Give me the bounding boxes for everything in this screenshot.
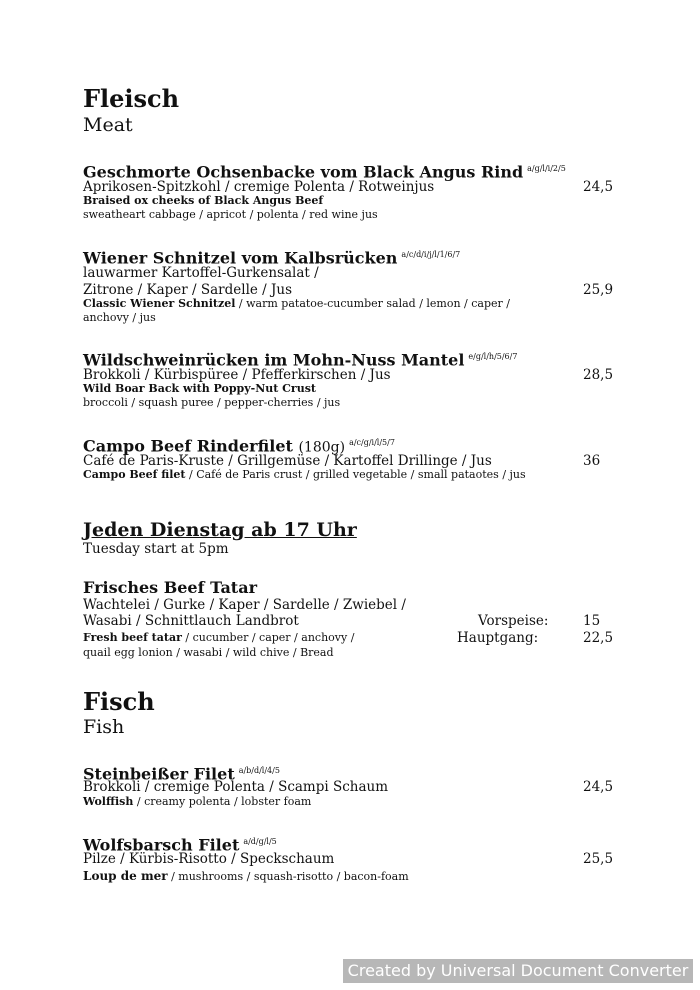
allergen-codes: a/d/g/l/5	[243, 837, 277, 846]
dish-description-en: sweatheart cabbage / apricot / polenta / red wine jus	[83, 208, 378, 221]
watermark-banner: Created by Universal Document Converter	[343, 959, 693, 983]
dish-description-en: anchovy / jus	[83, 311, 156, 324]
starter-label: Vorspeise:	[478, 613, 549, 629]
dish-description-de: Brokkoli / Kürbispüree / Pfefferkirschen / Jus	[83, 367, 391, 383]
dish-price: 25,9	[583, 282, 614, 298]
starter-price: 15	[583, 613, 601, 629]
dish-description-en: Wolffish / creamy polenta / lobster foam	[83, 795, 312, 808]
dish-name: Frisches Beef Tatar	[83, 578, 257, 597]
dish-description-de: Wachtelei / Gurke / Kaper / Sardelle / Zwiebel /	[83, 597, 406, 613]
section-title-meat: Fleisch	[83, 84, 180, 113]
allergen-codes: e/g/l/h/5/6/7	[468, 352, 518, 361]
section-title-fish: Fisch	[83, 687, 155, 716]
allergen-codes: a/c/g/i/l/5/7	[349, 438, 395, 447]
dish-description-de: Wasabi / Schnittlauch Landbrot	[83, 613, 299, 629]
dish-description-en: broccoli / squash puree / pepper-cherries / jus	[83, 396, 341, 409]
dish-price: 28,5	[583, 367, 614, 383]
dish-description-de: Café de Paris-Kruste / Grillgemüse / Kartoffel Drillinge / Jus	[83, 453, 492, 469]
dish-price: 36	[583, 453, 601, 469]
section-subtitle-fish: Fish	[83, 716, 125, 738]
main-course-label: Hauptgang:	[457, 630, 539, 646]
dish-name: Wildschweinrücken im Mohn-Nuss Mantel $^{e/g/l/h/5/6/7}$	[83, 350, 518, 370]
dish-name: Campo Beef Rinderfilet (180g) $^{a/c/g/i/l/5/7}$	[83, 436, 395, 456]
section-subtitle-meat: Meat	[83, 114, 133, 136]
allergen-codes: a/g/l/i/2/5	[527, 164, 566, 173]
dish-name: Steinbeißer Filet $^{a/b/d/l/4/5}$	[83, 764, 280, 784]
allergen-codes: a/b/d/l/4/5	[238, 766, 280, 775]
dish-price: 24,5	[583, 779, 614, 795]
dish-description-de: lauwarmer Kartoffel-Gurkensalat /	[83, 265, 319, 281]
dish-description-de: Zitrone / Kaper / Sardelle / Jus	[83, 282, 293, 298]
dish-name: Geschmorte Ochsenbacke vom Black Angus Rind $^{a/g/l/i/2/5}$	[83, 162, 566, 182]
section-title-tuesday: Jeden Dienstag ab 17 Uhr	[83, 519, 357, 541]
main-course-price: 22,5	[583, 630, 614, 646]
dish-description-en: Classic Wiener Schnitzel / warm patatoe-cucumber salad / lemon / caper /	[83, 297, 510, 310]
dish-description-en: Fresh beef tatar / cucumber / caper / anchovy /	[83, 631, 355, 644]
dish-description-de: Pilze / Kürbis-Risotto / Speckschaum	[83, 851, 335, 867]
dish-description-de: Aprikosen-Spitzkohl / cremige Polenta / Rotweinjus	[83, 179, 435, 195]
dish-price: 24,5	[583, 179, 614, 195]
dish-name: Wiener Schnitzel vom Kalbsrücken $^{a/c/d/i/j/l/1/6/7}$	[83, 248, 461, 268]
allergen-codes: a/c/d/i/j/l/1/6/7	[401, 250, 461, 259]
dish-description-de: Brokkoli / cremige Polenta / Scampi Schaum	[83, 779, 389, 795]
section-subtitle-tuesday: Tuesday start at 5pm	[83, 541, 229, 557]
dish-weight: (180g)	[298, 439, 346, 456]
dish-name: Wolfsbarsch Filet $^{a/d/g/l/5}$	[83, 835, 277, 855]
dish-name-en: Wild Boar Back with Poppy-Nut Crust	[83, 382, 316, 395]
dish-description-en: quail egg lonion / wasabi / wild chive / Bread	[83, 646, 334, 659]
dish-name-en: Braised ox cheeks of Black Angus Beef	[83, 194, 324, 207]
dish-description-en: Campo Beef filet / Café de Paris crust / grilled vegetable / small pataotes / jus	[83, 468, 526, 481]
dish-price: 25,5	[583, 851, 614, 867]
dish-description-en: Loup de mer / mushrooms / squash-risotto / bacon-foam	[83, 869, 409, 883]
